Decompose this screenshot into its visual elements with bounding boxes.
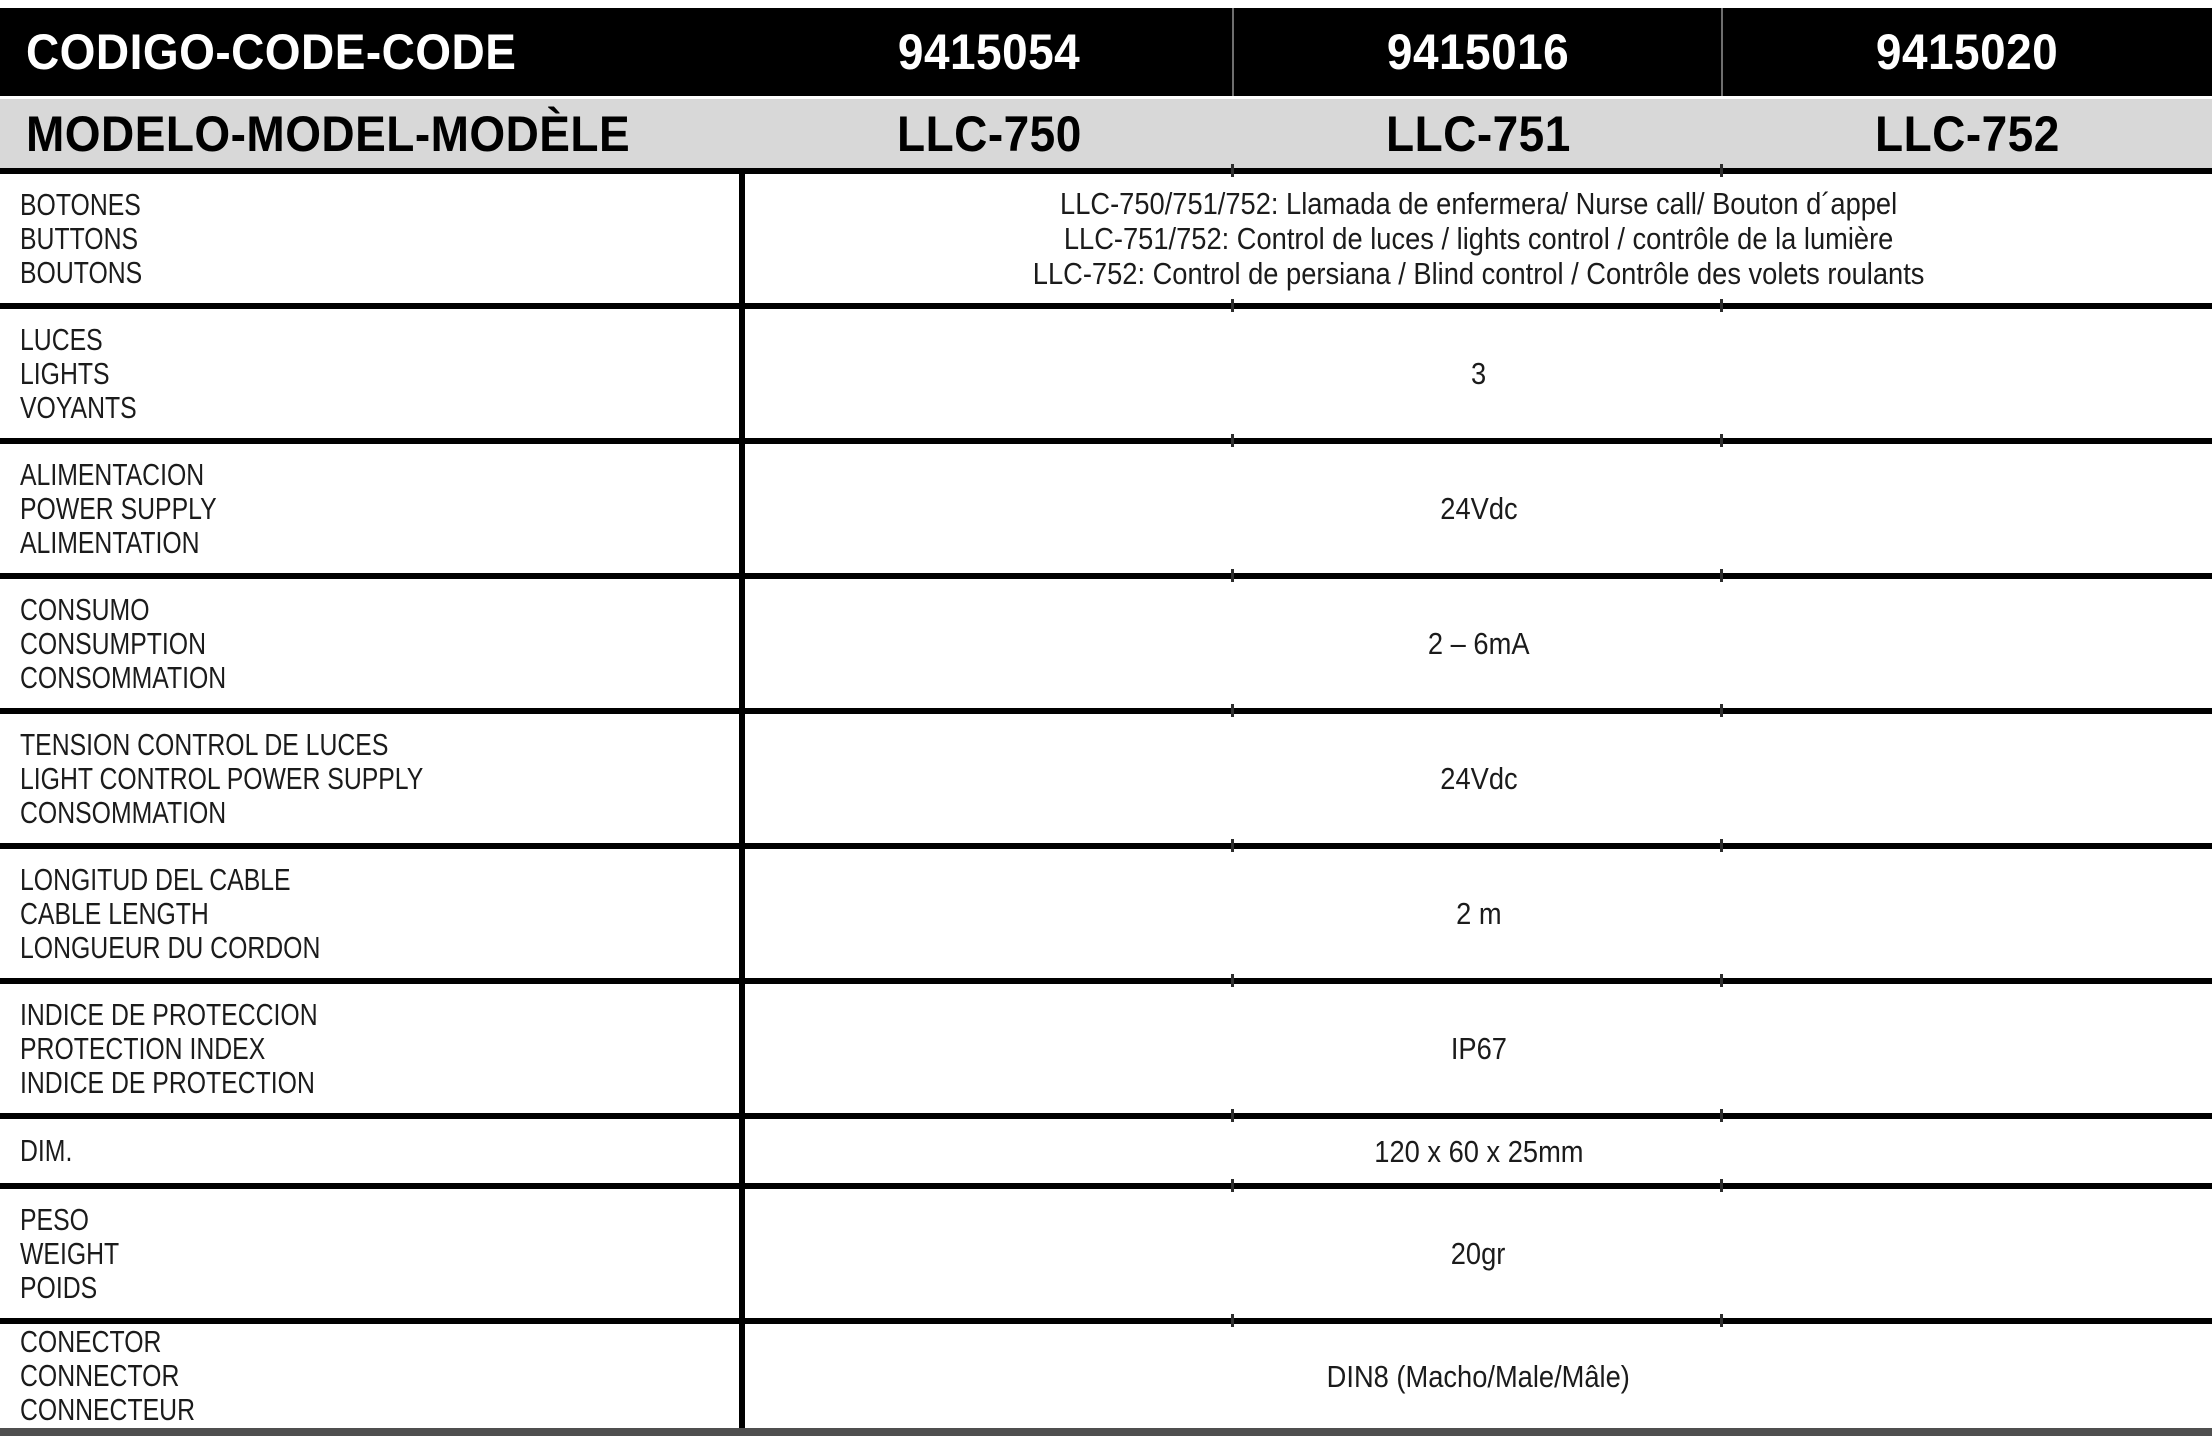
grid-tick — [1720, 704, 1723, 717]
grid-tick — [1231, 434, 1234, 447]
grid-tick — [1231, 839, 1234, 852]
spec-row — [0, 978, 2212, 1113]
grid-tick — [1720, 569, 1723, 582]
spec-label-line: CONSOMMATION — [20, 659, 227, 695]
spec-label-cell — [0, 714, 745, 843]
spec-label-line: ALIMENTATION — [20, 524, 200, 560]
spec-label-lines — [20, 323, 166, 425]
spec-label-line: POIDS — [20, 1269, 98, 1305]
spec-row — [0, 168, 2212, 303]
spec-label-line: VOYANTS — [20, 389, 137, 425]
code-value-2: 9415016 — [1387, 24, 1570, 80]
spec-label-line: WEIGHT — [20, 1235, 120, 1271]
spec-row — [0, 1183, 2212, 1318]
code-value-1: 9415054 — [898, 24, 1081, 80]
code-header-label: CODIGO-CODE-CODE — [26, 24, 517, 80]
spec-value-lines — [1360, 1134, 1598, 1169]
spec-label-line: CONNECTOR — [20, 1358, 180, 1393]
spec-value-lines — [1447, 1236, 1509, 1271]
spec-value-cell — [745, 444, 2212, 573]
spec-value-line: 120 x 60 x 25mm — [1373, 1133, 1584, 1169]
spec-label-lines — [20, 593, 278, 695]
spec-row — [0, 1113, 2212, 1183]
model-cell-3 — [1723, 105, 2212, 163]
spec-label-cell — [0, 849, 745, 978]
spec-value-lines — [1435, 761, 1523, 796]
code-cell-1 — [745, 23, 1234, 81]
spec-label-line: CABLE LENGTH — [20, 895, 209, 931]
spec-label-line: CONNECTEUR — [20, 1392, 195, 1427]
spec-label-cell — [0, 1189, 745, 1318]
spec-label-line: POWER SUPPLY — [20, 490, 217, 526]
model-value-2: LLC-751 — [1386, 105, 1571, 162]
model-cell-1 — [745, 105, 1234, 163]
spec-value-line: LLC-750/751/752: Llamada de enfermera/ Nurse call/ Bouton d´appel — [1059, 186, 1898, 221]
column-separator — [1721, 8, 1723, 96]
grid-tick — [1231, 974, 1234, 987]
spec-label-line: DIM. — [20, 1133, 73, 1168]
spec-value-cell — [745, 579, 2212, 708]
spec-value-lines — [1435, 491, 1523, 526]
spec-value-line: LLC-752: Control de persiana / Blind control / Contrôle des volets roulants — [1032, 256, 1925, 291]
spec-label-cell — [0, 984, 745, 1113]
model-header-label: MODELO-MODEL-MODÈLE — [26, 105, 631, 162]
spec-label-line: BOTONES — [20, 186, 141, 222]
spec-value-lines — [1470, 356, 1487, 391]
model-header-row — [0, 99, 2212, 168]
model-value-3: LLC-752 — [1875, 105, 2060, 162]
spec-value-line: 24Vdc — [1439, 761, 1518, 796]
spec-row — [0, 303, 2212, 438]
grid-tick — [1231, 1179, 1234, 1192]
spec-label-cell — [0, 1119, 745, 1183]
spec-row — [0, 843, 2212, 978]
spec-value-lines — [972, 186, 1985, 291]
grid-tick — [1720, 1109, 1723, 1122]
spec-label-lines — [20, 1203, 144, 1305]
spec-label-line: CONSOMMATION — [20, 794, 227, 830]
code-cell-2 — [1234, 23, 1723, 81]
model-cell-2 — [1234, 105, 1723, 163]
spec-label-cell — [0, 444, 745, 573]
spec-label-lines — [20, 458, 266, 560]
spec-label-line: ALIMENTACION — [20, 456, 205, 492]
grid-tick — [1720, 974, 1723, 987]
spec-label-line: CONECTOR — [20, 1324, 162, 1359]
code-cell-3 — [1723, 23, 2212, 81]
spec-value-cell — [745, 849, 2212, 978]
spec-label-line: INDICE DE PROTECCION — [20, 996, 318, 1032]
spec-rows — [0, 168, 2212, 1436]
spec-label-lines — [20, 1325, 239, 1427]
spec-label-line: CONSUMO — [20, 591, 150, 627]
spec-value-line: 3 — [1470, 356, 1487, 391]
grid-tick — [1231, 164, 1234, 177]
spec-label-line: CONSUMPTION — [20, 625, 206, 661]
spec-label-lines — [20, 998, 392, 1100]
grid-tick — [1231, 1314, 1234, 1327]
spec-label-cell — [0, 174, 745, 303]
spec-value-lines — [1453, 896, 1505, 931]
spec-label-cell — [0, 1324, 745, 1428]
model-header-label-cell — [0, 105, 745, 163]
spec-value-line: IP67 — [1450, 1031, 1507, 1066]
spec-value-line: 2 – 6mA — [1427, 626, 1530, 661]
spec-value-cell — [745, 1324, 2212, 1428]
spec-value-line: 20gr — [1451, 1236, 1506, 1271]
spec-label-line: BOUTONS — [20, 254, 143, 290]
grid-tick — [1720, 1314, 1723, 1327]
spec-label-cell — [0, 309, 745, 438]
spec-value-line: 2 m — [1455, 896, 1502, 931]
spec-label-line: BUTTONS — [20, 220, 139, 256]
spec-label-lines — [20, 728, 524, 830]
spec-value-line: 24Vdc — [1439, 491, 1518, 526]
spec-value-cell — [745, 984, 2212, 1113]
code-header-label-cell — [0, 23, 745, 81]
spec-label-lines — [20, 188, 173, 290]
grid-tick — [1720, 839, 1723, 852]
spec-row — [0, 573, 2212, 708]
spec-value-lines — [1447, 1031, 1511, 1066]
spec-value-lines — [1421, 626, 1536, 661]
grid-tick — [1231, 704, 1234, 717]
spec-label-line: INDICE DE PROTECTION — [20, 1064, 315, 1100]
spec-value-cell — [745, 174, 2212, 303]
grid-tick — [1720, 164, 1723, 177]
spec-row — [0, 438, 2212, 573]
spec-label-line: PROTECTION INDEX — [20, 1030, 266, 1066]
spec-label-lines — [20, 1134, 85, 1168]
spec-label-line: LONGUEUR DU CORDON — [20, 929, 321, 965]
spec-label-lines — [20, 863, 395, 965]
grid-tick — [1720, 434, 1723, 447]
grid-tick — [1231, 299, 1234, 312]
grid-tick — [1720, 1179, 1723, 1192]
spec-label-line: LONGITUD DEL CABLE — [20, 861, 291, 897]
code-value-3: 9415020 — [1876, 24, 2059, 80]
spec-label-line: LIGHT CONTROL POWER SUPPLY — [20, 760, 424, 796]
spec-value-cell — [745, 1189, 2212, 1318]
spec-value-line: DIN8 (Macho/Male/Mâle) — [1326, 1358, 1631, 1394]
model-value-1: LLC-750 — [897, 105, 1082, 162]
spec-row — [0, 708, 2212, 843]
spec-label-line: PESO — [20, 1201, 89, 1237]
grid-tick — [1720, 299, 1723, 312]
spec-label-line: TENSION CONTROL DE LUCES — [20, 726, 389, 762]
spec-value-cell — [745, 1119, 2212, 1183]
spec-value-line: LLC-751/752: Control de luces / lights control / contrôle de la lumière — [1063, 221, 1894, 256]
spec-value-cell — [745, 714, 2212, 843]
spec-row — [0, 1318, 2212, 1436]
spec-value-lines — [1306, 1359, 1651, 1394]
grid-tick — [1231, 1109, 1234, 1122]
grid-tick — [1231, 569, 1234, 582]
spec-label-cell — [0, 579, 745, 708]
spec-label-line: LUCES — [20, 321, 103, 357]
spec-label-line: LIGHTS — [20, 355, 110, 391]
code-header-row — [0, 8, 2212, 96]
column-separator — [1232, 8, 1234, 96]
spec-value-cell — [745, 309, 2212, 438]
